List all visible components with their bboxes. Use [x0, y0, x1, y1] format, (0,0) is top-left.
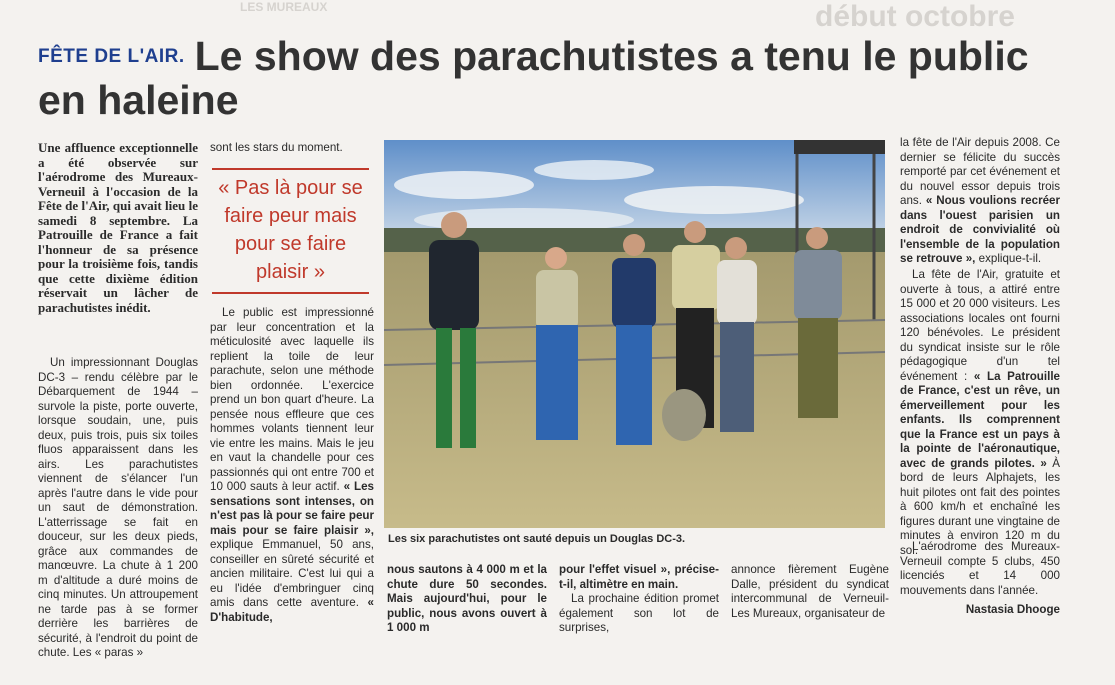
body-paragraph: La prochaine édition promet également son lot de surprises,: [559, 592, 719, 634]
body-text: explique Emmanuel, 50 ans, conseiller en sûreté sécurité et ancien militaire. C'est lui qui a eu l'idée d'embringuer cinq amis dans cette aventure.: [210, 538, 374, 609]
body-text: explique-t-il.: [978, 252, 1042, 265]
pull-quote-rule-top: [212, 168, 369, 170]
body-paragraph: [210, 306, 374, 625]
body-column-3: [387, 563, 547, 636]
bleed-through-text: LES MUREAUX: [240, 0, 328, 14]
person-2: [536, 247, 578, 440]
person-5: [717, 237, 757, 432]
body-paragraph: L'aérodrome des Mureaux-Verneuil compte 5 clubs, 450 licenciés et 14 000 mouvements dans l'année.: [900, 540, 1060, 597]
body-column-4: [559, 563, 719, 636]
parachutists-photo: [384, 140, 885, 528]
body-paragraph: Un impressionnant Douglas DC-3 – rendu célèbre par le Débarquement de 1944 – survole la piste, porte ouverte, lorsque soudain, une, puis deux, puis trois, puis six toiles fluos apparaissent dans les airs. Les parachutistes viennent de s'élancer l'un après l'autre dans le vide pour un saut de démonstration. L'atterrissage se fait en douceur, sur les deux pieds, grâce aux commandes de manœuvre. La chute à 1 200 m d'altitude a duré moins de cinq minutes. Un attroupement ne tarde pas à se former derrière les barrières de sécurité, à l'endroit du point de chute. Les « paras »: [38, 356, 198, 659]
section-kicker: FÊTE DE L'AIR.: [38, 46, 185, 67]
headline: [38, 34, 1038, 122]
quote-bold: « Nous voulions recréer dans l'ouest parisien un endroit de convivialité où l'ensemble de la population se retrouve »,: [900, 194, 1060, 265]
photo-caption: Les six parachutistes ont sauté depuis un Douglas DC-3.: [388, 533, 686, 545]
body-paragraph: [900, 268, 1060, 558]
pull-quote: [212, 168, 369, 294]
quote-bold: Mais aujourd'hui, pour le public, nous avons ouvert à 1 000 m: [387, 592, 547, 634]
quote-bold: « Les sensations sont intenses, on n'est pas là pour se faire peur mais pour se faire plaisir »,: [210, 480, 374, 537]
author-byline: Nastasia Dhooge: [965, 603, 1060, 616]
body-text: À bord de leurs Alphajets, les huit pilotes ont fait des pointes à 600 km/h et enchaîné les figures durant une vingtaine de minutes à environ 120 m du sol.: [900, 456, 1060, 557]
quote-bold: « D'habitude,: [210, 596, 374, 624]
quote-bold: « La Patrouille de France, c'est un rêve, un émerveillement pour les enfants. Ils comprennent que la France est un pays à la pointe de l'aéronautique, avec de grands pilotes. »: [900, 369, 1060, 470]
article-photo: [384, 140, 885, 528]
body-text: La fête de l'Air, gratuite et ouverte à tous, a attiré entre 15 000 et 20 000 visiteurs. Les associations locales ont fourni 120 bénévoles. Le président du syndicat insiste sur le rôle pédagogique d'un tel événement :: [900, 268, 1060, 383]
quote-bold: pour l'effet visuel », précise-t-il, altimètre en main.: [559, 563, 719, 591]
body-column-1: [38, 356, 198, 661]
body-column-6-top: [900, 136, 1060, 267]
quote-bold: nous sautons à 4 000 m et la chute dure 50 secondes.: [387, 563, 547, 591]
pull-quote-rule-bottom: [212, 292, 369, 294]
body-column-6-middle: [900, 268, 1060, 558]
article-title: Le show des parachutistes a tenu le public en haleine: [38, 33, 1029, 123]
body-text: Le public est impressionné par leur concentration et la méticulosité avec laquelle ils replient la toile de leur parachute, selon une méthode bien ordonnée. L'exercice prend un bon quart d'heure. La pensée nous effleure que ces hommes volants tiennent leur vie entre les mains. Mais le jeu en vaut la chandelle pour ces passionnés qui ont entre 700 et 10 000 sauts à leur actif.: [210, 306, 374, 493]
person-6: [794, 227, 842, 418]
body-column-2: [210, 306, 374, 625]
article-lead: Une affluence exceptionnelle a été observée sur l'aérodrome des Mureaux-Verneuil à l'occasion de la Fête de l'Air, qui avait lieu le samedi 8 septembre. La Patrouille de France a fait l'honneur de sa présence pour la troisième fois, tandis que cette dixième édition réservait un lâcher de parachutistes inédit.: [38, 140, 198, 315]
body-column-5: annonce fièrement Eugène Dalle, président du syndicat intercommunal de Verneuil-Les Mureaux, organisateur de: [731, 563, 889, 620]
body-text: la fête de l'Air depuis 2008. Ce dernier se félicite du succès remporté par cet événement et du nouvel essor depuis trois ans.: [900, 136, 1060, 207]
parachute-bag: [662, 389, 706, 441]
pull-quote-text: « Pas là pour se faire peur mais pour se faire plaisir »: [218, 177, 363, 283]
body-column-6-bottom: [900, 540, 1060, 598]
bleed-through-heading: début octobre: [815, 0, 1015, 33]
body-column-2-top: sont les stars du moment.: [210, 141, 343, 154]
person-3: [612, 234, 656, 445]
